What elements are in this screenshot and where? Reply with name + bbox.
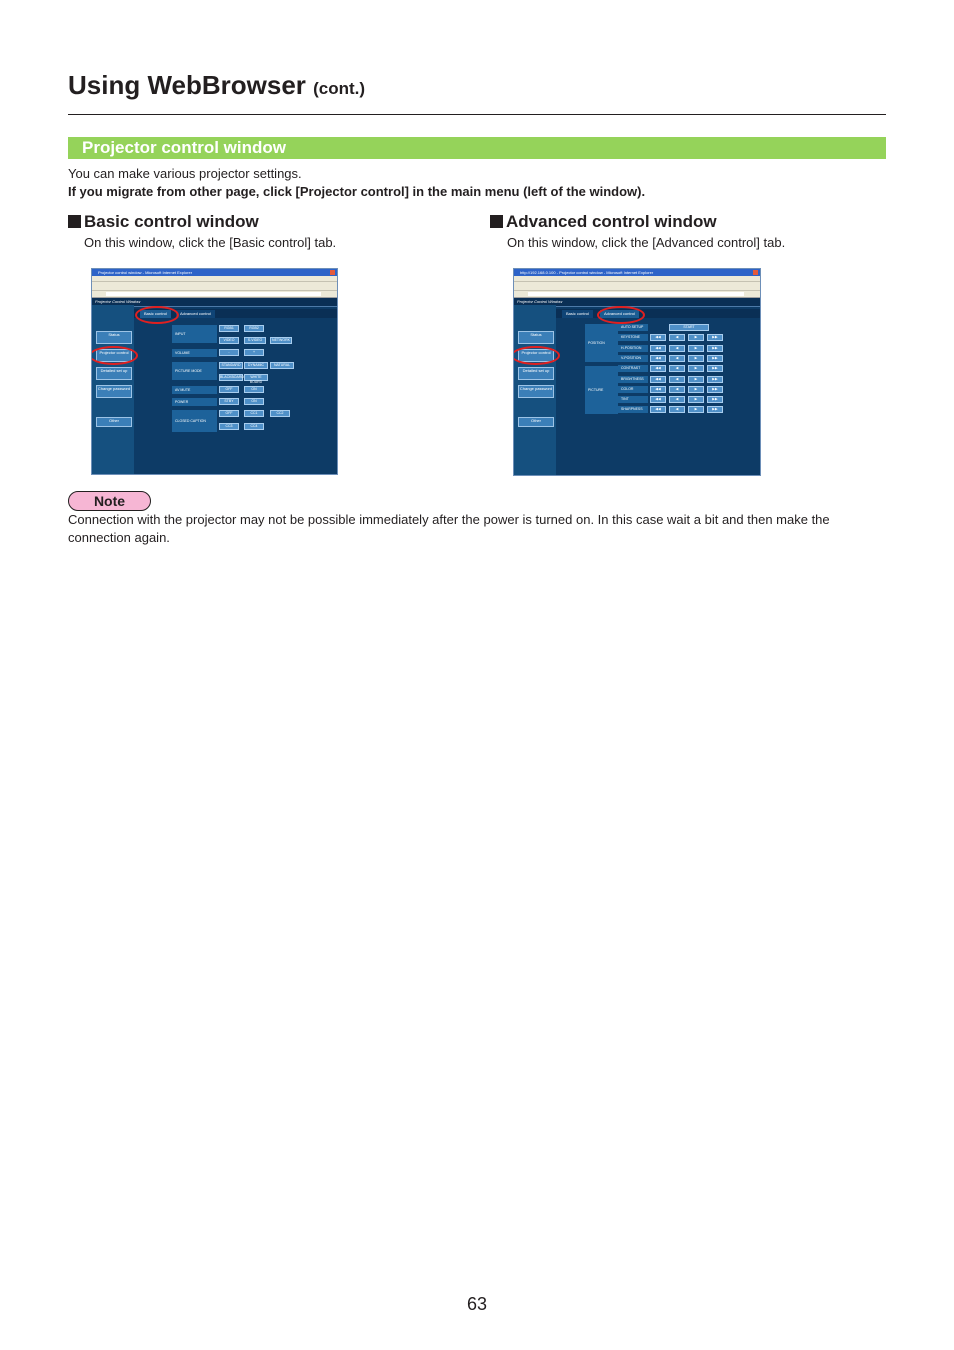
btn-dynamic: DYNAMIC	[244, 362, 268, 369]
square-bullet-icon	[68, 215, 81, 228]
tab-basic-control: Basic control	[140, 310, 171, 318]
section-title: Projector control window	[82, 138, 287, 157]
row-label-power: POWER	[172, 398, 217, 406]
nav-detailed-setup: Detailed set up	[96, 367, 132, 380]
advanced-heading	[490, 212, 717, 232]
arrow-button: ▶▶	[707, 406, 723, 413]
section-header-bar	[68, 137, 886, 159]
advanced-control-screenshot	[513, 268, 761, 476]
row-label-volume: VOLUME	[172, 349, 217, 357]
arrow-button: ◀	[669, 345, 685, 352]
arrow-button: ▶	[688, 396, 704, 403]
page-header: Projector Control Window	[92, 298, 337, 307]
page-title-main: Using WebBrowser	[68, 70, 306, 100]
page-title-suffix: (cont.)	[313, 79, 366, 98]
nav-other: Other	[518, 417, 554, 427]
row-label-av-mute: AV MUTE	[172, 386, 217, 394]
browser-titlebar: http://192.168.0.100 - Projector control window - Microsoft Internet Explorer	[514, 269, 760, 276]
arrow-button: ▶▶	[707, 345, 723, 352]
item-label: AUTO SETUP	[618, 324, 648, 331]
close-icon	[330, 270, 335, 275]
nav-change-password: Change password	[518, 385, 554, 398]
browser-titlebar: Projector control window - Microsoft Internet Explorer	[92, 269, 337, 276]
arrow-button: ▶▶	[707, 334, 723, 341]
intro-text: You can make various projector settings.	[68, 166, 302, 181]
basic-control-screenshot	[91, 268, 338, 475]
basic-heading	[68, 212, 259, 232]
btn-video: VIDEO	[219, 337, 239, 344]
arrow-button: ◀	[669, 396, 685, 403]
group-label-position: POSITION	[585, 324, 618, 362]
row-label-closed-caption: CLOSED CAPTION	[172, 410, 217, 432]
btn-cc4: CC4	[244, 423, 264, 430]
nav-status: Status	[518, 331, 554, 344]
btn-standard: STANDARD	[219, 362, 243, 369]
row-label-input: INPUT	[172, 325, 217, 343]
arrow-button: ◀◀	[650, 386, 666, 393]
btn-network: NETWORK	[270, 337, 292, 344]
arrow-button: ◀◀	[650, 355, 666, 362]
arrow-button: ▶	[688, 386, 704, 393]
nav-detailed-setup: Detailed set up	[518, 367, 554, 380]
page-title	[68, 70, 365, 101]
btn-volume-up: +	[244, 349, 264, 356]
btn-cc3: CC3	[219, 423, 239, 430]
browser-toolbar	[514, 282, 760, 291]
highlight-circle	[513, 346, 560, 365]
nav-projector-control: Projector control	[518, 349, 554, 362]
highlight-circle	[135, 306, 179, 324]
item-label: TINT	[618, 396, 648, 403]
arrow-button: ◀	[669, 406, 685, 413]
title-divider	[68, 114, 886, 115]
browser-address-bar	[92, 291, 337, 298]
btn-s-video: S-VIDEO	[244, 337, 266, 344]
btn-avmute-on: ON	[244, 386, 264, 393]
nav-other: Other	[96, 417, 132, 427]
btn-whiteboard: WHITE BOARD	[244, 374, 268, 381]
row-label-picture-mode: PICTURE MODE	[172, 362, 217, 380]
btn-avmute-off: OFF	[219, 386, 239, 393]
btn-cc-off: OFF	[219, 410, 239, 417]
page-header: Projector Control Window	[514, 298, 760, 307]
arrow-button: ◀◀	[650, 365, 666, 372]
sidebar	[514, 305, 556, 475]
arrow-button: ▶	[688, 406, 704, 413]
arrow-button: ▶▶	[707, 386, 723, 393]
arrow-button: ◀◀	[650, 334, 666, 341]
close-icon	[753, 270, 758, 275]
item-label: KEYSTONE	[618, 334, 648, 341]
btn-rgb1: RGB1	[219, 325, 239, 332]
nav-projector-control: Projector control	[96, 349, 132, 362]
browser-address-bar	[514, 291, 760, 298]
arrow-button: ▶	[688, 334, 704, 341]
page-number: 63	[466, 1294, 488, 1314]
arrow-button: ▶	[688, 365, 704, 372]
group-label-picture: PICTURE	[585, 366, 618, 414]
advanced-heading-text: Advanced control window	[506, 212, 717, 231]
square-bullet-icon	[490, 215, 503, 228]
item-label: H-POSITION	[618, 345, 648, 352]
item-label: CONTRAST	[618, 365, 648, 372]
btn-cc2: CC2	[270, 410, 290, 417]
basic-heading-text: Basic control window	[84, 212, 259, 231]
arrow-button: ◀◀	[650, 345, 666, 352]
btn-power-on: ON	[244, 398, 264, 405]
arrow-button: ◀	[669, 334, 685, 341]
arrow-button: ▶▶	[707, 376, 723, 383]
tab-advanced-control: Advanced control	[600, 310, 639, 318]
item-label: SHARPNESS	[618, 406, 648, 413]
advanced-description: On this window, click the [Advanced control] tab.	[507, 235, 786, 250]
note-text: Connection with the projector may not be possible immediately after the power is turned on. In this case wait a bit and then make the connection again.	[68, 512, 830, 545]
arrow-button: ◀	[669, 386, 685, 393]
note-badge-label: Note	[93, 493, 126, 509]
arrow-button: ▶▶	[707, 396, 723, 403]
btn-natural: NATURAL	[270, 362, 294, 369]
btn-volume-down: -	[219, 349, 239, 356]
item-label: COLOR	[618, 386, 648, 393]
arrow-button: ◀	[669, 376, 685, 383]
btn-cc1: CC1	[244, 410, 264, 417]
arrow-button: ▶▶	[707, 355, 723, 362]
btn-power-stby: STBY	[219, 398, 239, 405]
browser-toolbar	[92, 282, 337, 291]
nav-change-password: Change password	[96, 385, 132, 398]
start-button: START	[669, 324, 709, 331]
item-label: V-POSITION	[618, 355, 648, 362]
arrow-button: ◀◀	[650, 376, 666, 383]
btn-rgb2: RGB2	[244, 325, 264, 332]
arrow-button: ▶	[688, 345, 704, 352]
tab-advanced-control: Advanced control	[176, 310, 215, 318]
item-label: BRIGHTNESS	[618, 376, 648, 383]
sidebar	[92, 305, 134, 474]
intro-instruction: If you migrate from other page, click [Projector control] in the main menu (left of the window).	[68, 184, 646, 199]
arrow-button: ◀	[669, 355, 685, 362]
nav-status: Status	[96, 331, 132, 344]
highlight-circle	[91, 346, 138, 365]
highlight-circle	[597, 306, 645, 324]
arrow-button: ▶	[688, 376, 704, 383]
arrow-button: ◀◀	[650, 396, 666, 403]
arrow-button: ◀	[669, 365, 685, 372]
basic-description: On this window, click the [Basic control] tab.	[84, 235, 337, 250]
note-badge	[68, 491, 151, 511]
btn-blackboard: BLACKBOARD	[220, 375, 244, 379]
tab-basic-control: Basic control	[562, 310, 593, 318]
arrow-button: ▶▶	[707, 365, 723, 372]
arrow-button: ◀◀	[650, 406, 666, 413]
arrow-button: ▶	[688, 355, 704, 362]
